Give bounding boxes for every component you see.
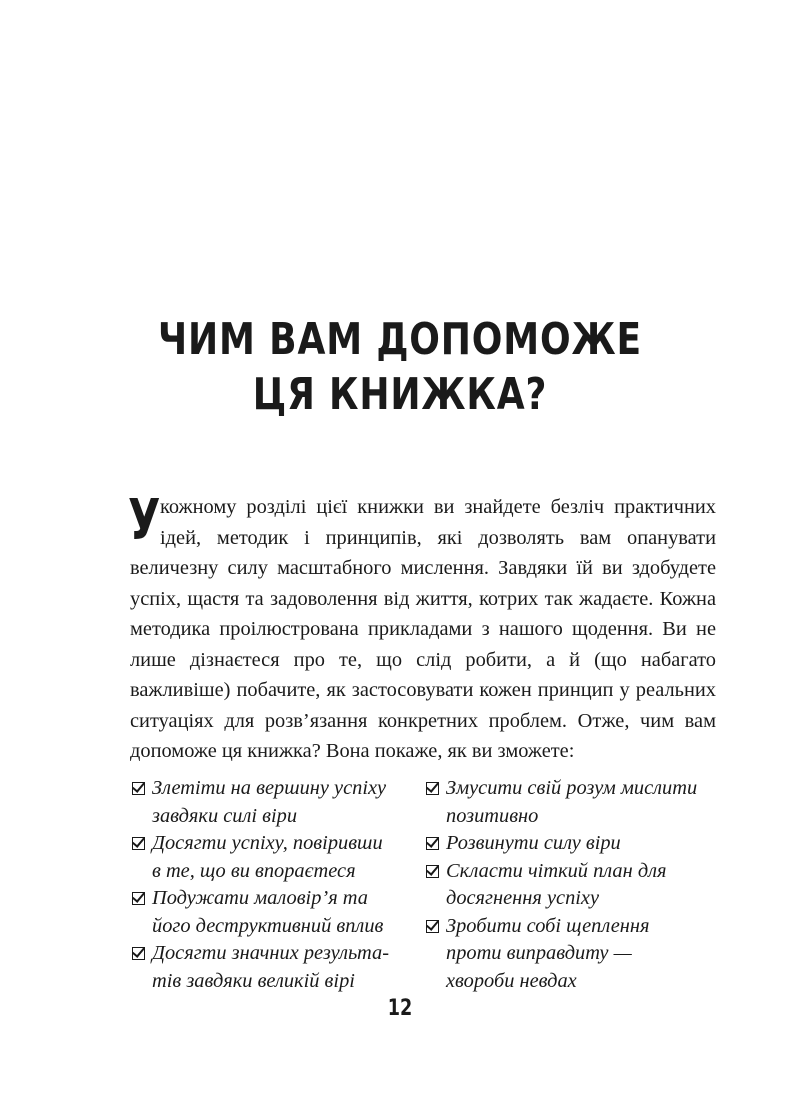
list-item-text: Розвинути силу віри	[446, 832, 621, 854]
list-item	[130, 940, 415, 995]
chapter-heading	[72, 312, 728, 422]
list-item-text: Скласти чіткий план для досягнення успіху	[446, 859, 667, 909]
list-item	[130, 775, 415, 830]
checkbox-checked-icon	[426, 865, 439, 878]
list-item-text: Злетіти на вершину успіху завдяки силі віри	[152, 777, 387, 827]
list-item	[424, 830, 724, 858]
drop-cap: У	[128, 488, 161, 553]
page-number: 12	[387, 996, 413, 1021]
list-item-text: Зробити собі щеплення проти виправдиту — хвороби невдах	[446, 914, 650, 992]
checkbox-checked-icon	[132, 892, 145, 905]
list-item-text: Досягти значних результа- тів завдяки великій вірі	[152, 942, 390, 992]
list-item-text: Змусити свій розум мислити позитивно	[446, 777, 698, 827]
list-item	[424, 775, 724, 830]
intro-paragraph	[128, 488, 716, 767]
list-item	[130, 885, 415, 940]
checkbox-checked-icon	[426, 782, 439, 795]
checkbox-checked-icon	[132, 782, 145, 795]
list-item	[424, 913, 724, 996]
checkbox-checked-icon	[132, 837, 145, 850]
benefits-list-left	[130, 775, 415, 995]
list-item	[130, 830, 415, 885]
checkbox-checked-icon	[426, 837, 439, 850]
list-item	[424, 858, 724, 913]
intro-text: кожному розділі цієї книжки ви знайдете безліч практичних ідей, методик і принципів, які дозволять вам опанувати величезну силу масштабного мислення. Завдяки їй ви здобудете успіх, щастя та задоволення від життя, котрих так жадаєте. Кожна методика проілюстрована прикладами з нашого щодення. Ви не лише дізнаєтеся про те, що слід робити, а й (що набагато важливіше) побачите, як застосовувати кожен принцип у реальних ситуаціях для розв’язання конкретних проблем. Отже, чим вам допоможе ця книжка? Вона покаже, як ви зможете:	[130, 496, 716, 762]
benefits-list-right	[424, 775, 724, 995]
chapter-heading-line-2: ЦЯ КНИЖКА?	[252, 369, 548, 420]
list-item-text: Досягти успіху, повіривши в те, що ви впораєтеся	[152, 832, 383, 882]
chapter-heading-line-1: ЧИМ ВАМ ДОПОМОЖЕ	[158, 314, 642, 365]
checkbox-checked-icon	[132, 947, 145, 960]
checkbox-checked-icon	[426, 920, 439, 933]
list-item-text: Подужати маловір’я та його деструктивний вплив	[152, 887, 384, 937]
